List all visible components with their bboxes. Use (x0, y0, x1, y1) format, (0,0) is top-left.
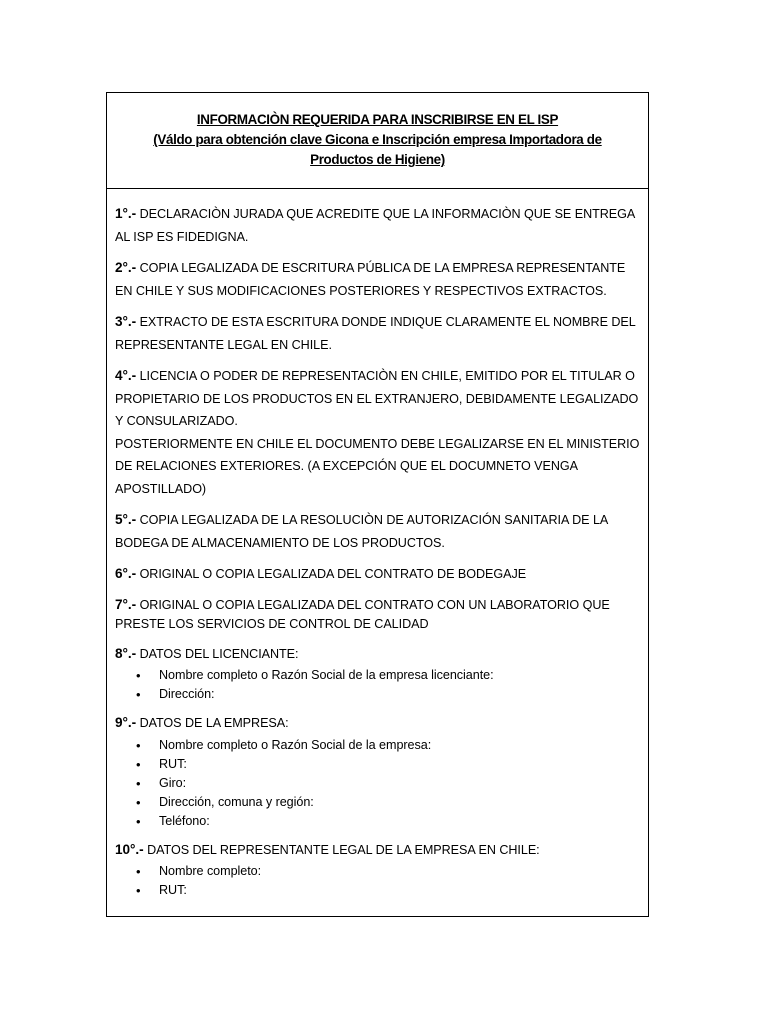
list-item: • Teléfono: (136, 813, 210, 829)
item-number: 4°.- (115, 368, 137, 383)
item-number: 2°.- (115, 260, 137, 275)
list-item: • Nombre completo o Razón Social de la empresa licenciante: (136, 668, 494, 683)
list-item: • Nombre completo o Razón Social de la empresa: (136, 737, 432, 753)
item-number: 5°.- (115, 512, 137, 527)
item-text: DATOS DE LA EMPRESA: (139, 716, 289, 730)
requirement-item-3 (115, 311, 640, 356)
item-extra-text: POSTERIORMENTE EN CHILE EL DOCUMENTO DEBE LEGALIZARSE EN EL MINISTERIO DE RELACIONES EXTERIORES. (A EXCEPCIÓN QUE EL DOCUMNETO VENGA APOSTILLADO) (115, 436, 640, 496)
document-title: INFORMACIÒN REQUERIDA PARA INSCRIBIRSE EN EL ISP (196, 112, 559, 127)
requirement-item-7 (115, 595, 640, 635)
item-text: DATOS DEL LICENCIANTE: (139, 646, 299, 661)
item-text: ORIGINAL O COPIA LEGALIZADA DEL CONTRATO DE BODEGAJE (139, 567, 527, 581)
bullet-icon: • (136, 864, 141, 879)
document-header (107, 93, 648, 189)
bullet-icon: • (136, 756, 141, 772)
list-item: • RUT: (136, 756, 187, 772)
item-text: DECLARACIÒN JURADA QUE ACREDITE QUE LA INFORMACIÒN QUE SE ENTREGA AL ISP ES FIDEDIGNA. (115, 207, 635, 244)
item-number: 7°.- (115, 596, 137, 612)
document-subtitle: (Váldo para obtención clave Gicona e Inscripción empresa Importadora de Productos de Higiene) (153, 132, 602, 167)
item-text: ORIGINAL O COPIA LEGALIZADA DEL CONTRATO CON UN LABORATORIO QUE PRESTE LOS SERVICIOS DE CONTROL DE CALIDAD (115, 597, 610, 631)
item-text: DATOS DEL REPRESENTANTE LEGAL DE LA EMPRESA EN CHILE: (147, 842, 540, 857)
item-text: COPIA LEGALIZADA DE LA RESOLUCIÒN DE AUTORIZACIÓN SANITARIA DE LA BODEGA DE ALMACENAMIENTO DE LOS PRODUCTOS. (115, 513, 608, 550)
requirements-list (107, 189, 648, 900)
licensor-fields-list (115, 666, 640, 704)
requirement-item-6 (115, 563, 640, 586)
requirement-item-5 (115, 509, 640, 554)
bullet-icon: • (136, 883, 141, 898)
list-item: • Dirección: (136, 687, 215, 702)
item-number: 1°.- (115, 206, 137, 221)
legal-rep-fields-list (115, 862, 640, 900)
bullet-icon: • (136, 794, 141, 810)
item-text: LICENCIA O PODER DE REPRESENTACIÒN EN CHILE, EMITIDO POR EL TITULAR O PROPIETARIO DE LOS PRODUCTOS EN EL EXTRANJERO, DEBIDAMENTE LEGALIZADO Y CONSULARIZADO. (115, 369, 639, 428)
list-item: • Nombre completo: (136, 864, 262, 879)
requirement-item-2 (115, 257, 640, 302)
bullet-icon: • (136, 737, 141, 753)
item-text: EXTRACTO DE ESTA ESCRITURA DONDE INDIQUE CLARAMENTE EL NOMBRE DEL REPRESENTANTE LEGAL EN CHILE. (115, 315, 636, 352)
list-item: • Dirección, comuna y región: (136, 794, 314, 810)
item-number: 8°.- (115, 645, 137, 661)
requirement-item-8 (115, 644, 640, 705)
requirement-item-9 (115, 713, 640, 831)
item-number: 9°.- (115, 715, 137, 730)
item-number: 3°.- (115, 314, 137, 329)
requirement-item-1 (115, 203, 640, 248)
company-fields-list (115, 736, 640, 831)
bullet-icon: • (136, 813, 141, 829)
bullet-icon: • (136, 775, 141, 791)
requirement-item-10 (115, 840, 640, 901)
item-number: 6°.- (115, 566, 137, 581)
item-text: COPIA LEGALIZADA DE ESCRITURA PÚBLICA DE LA EMPRESA REPRESENTANTE EN CHILE Y SUS MODIFICACIONES POSTERIORES Y RESPECTIVOS EXTRACTOS. (115, 261, 626, 298)
bullet-icon: • (136, 668, 141, 683)
requirement-item-4 (115, 365, 640, 500)
item-number: 10°.- (115, 841, 144, 857)
list-item: • RUT: (136, 883, 187, 898)
list-item: • Giro: (136, 775, 187, 791)
bullet-icon: • (136, 687, 141, 702)
document-table (106, 92, 649, 917)
